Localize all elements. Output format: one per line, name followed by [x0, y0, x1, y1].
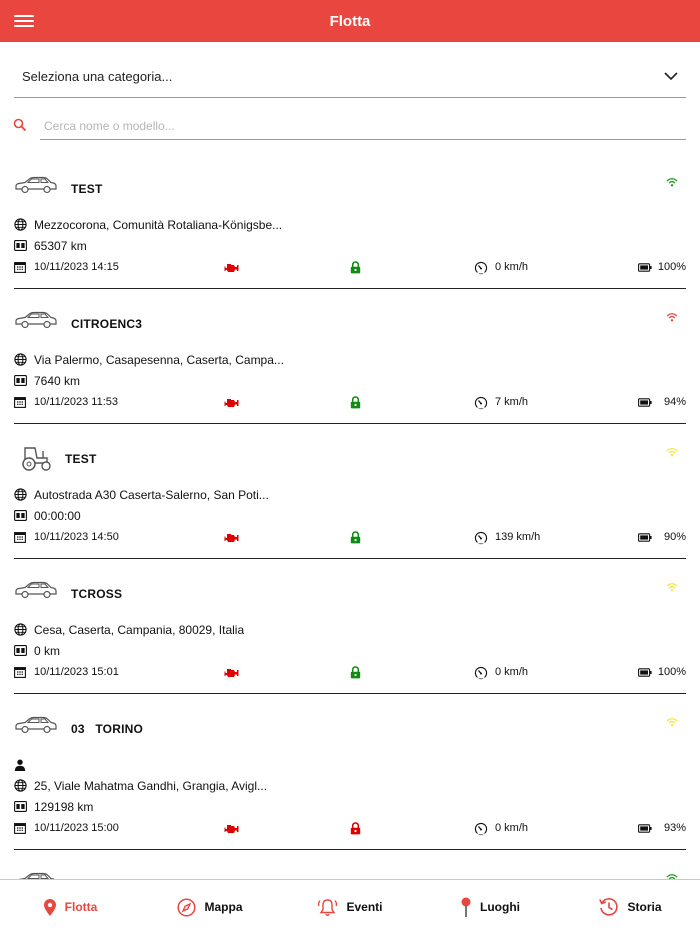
battery-value: 100%	[657, 666, 686, 678]
category-select-value: Seleziona una categoria...	[22, 68, 173, 84]
car-icon	[14, 311, 58, 334]
odometer-text: 0 km	[34, 643, 61, 658]
speedometer-icon	[474, 526, 488, 548]
address-text: Via Palermo, Casapesenna, Caserta, Campa...	[34, 352, 284, 367]
speed-value: 0 km/h	[495, 666, 529, 678]
speed-value: 0 km/h	[495, 261, 529, 273]
signal-icon	[666, 309, 678, 327]
tab-storia[interactable]	[560, 880, 700, 934]
odometer-text: 65307 km	[34, 238, 87, 253]
last-update-datetime: 10/11/2023 15:00	[34, 822, 119, 834]
vehicle-card[interactable]	[14, 289, 686, 424]
car-icon	[14, 176, 58, 199]
vehicle-name: TEST	[71, 182, 103, 196]
vehicle-card-header	[14, 154, 686, 214]
odometer-icon	[14, 510, 34, 521]
hamburger-menu-icon[interactable]	[14, 12, 34, 30]
last-update-datetime: 10/11/2023 14:15	[34, 261, 119, 273]
vehicle-name: TEST	[65, 452, 97, 466]
signal-icon	[666, 714, 678, 732]
chevron-down-icon	[664, 72, 678, 81]
speedometer-icon	[474, 817, 488, 839]
address-row	[14, 214, 686, 235]
globe-icon	[14, 488, 34, 501]
calendar-icon	[14, 391, 26, 413]
lock-icon	[350, 817, 361, 839]
odometer-text: 00:00:00	[34, 508, 81, 523]
speed-value: 0 km/h	[495, 822, 529, 834]
battery-value: 93%	[663, 822, 686, 834]
battery-icon	[638, 391, 652, 413]
search-icon	[13, 118, 27, 132]
lock-icon	[350, 526, 361, 548]
status-row	[14, 661, 686, 683]
odometer-icon	[14, 375, 34, 386]
signal-icon	[666, 174, 678, 192]
status-row	[14, 817, 686, 839]
vehicle-card-header	[14, 424, 686, 484]
bottom-navigation	[0, 879, 700, 934]
tab-label: Eventi	[346, 900, 383, 914]
speed-value: 7 km/h	[495, 396, 529, 408]
tractor-icon	[19, 444, 53, 477]
speedometer-icon	[474, 256, 488, 278]
search-input[interactable]	[40, 112, 686, 140]
person-icon	[14, 759, 34, 771]
odometer-row	[14, 505, 686, 526]
battery-icon	[638, 256, 652, 278]
status-row	[14, 256, 686, 278]
odometer-icon	[14, 801, 34, 812]
vehicle-list[interactable]	[0, 154, 700, 879]
globe-icon	[14, 218, 34, 231]
vehicle-name: TCROSS	[71, 587, 123, 601]
page-title: Flotta	[329, 12, 371, 30]
speedometer-icon	[474, 391, 488, 413]
app-header	[0, 0, 700, 42]
vehicle-card[interactable]	[14, 559, 686, 694]
vehicle-card-header	[14, 694, 686, 754]
address-text: Cesa, Caserta, Campania, 80029, Italia	[34, 622, 245, 637]
tab-label: Luoghi	[480, 900, 520, 914]
tab-luoghi[interactable]	[420, 880, 560, 934]
vehicle-name: 03 TORINO	[71, 722, 143, 736]
tab-label: Flotta	[64, 900, 98, 914]
signal-icon	[666, 444, 678, 462]
last-update-datetime: 10/11/2023 15:01	[34, 666, 119, 678]
odometer-text: 129198 km	[34, 799, 94, 814]
engine-icon	[224, 256, 239, 278]
engine-icon	[224, 391, 239, 413]
calendar-icon	[14, 661, 26, 683]
engine-icon	[224, 526, 239, 548]
history-icon	[598, 897, 619, 917]
car-icon	[14, 581, 58, 604]
engine-icon	[224, 817, 239, 839]
vehicle-name: CITROENC3	[71, 317, 143, 331]
odometer-row	[14, 796, 686, 817]
calendar-icon	[14, 817, 26, 839]
car-icon	[14, 716, 58, 739]
vehicle-card[interactable]	[14, 154, 686, 289]
address-row	[14, 619, 686, 640]
lock-icon	[350, 256, 361, 278]
odometer-icon	[14, 645, 34, 656]
tab-flotta[interactable]	[0, 880, 140, 934]
odometer-row	[14, 640, 686, 661]
vehicle-card[interactable]	[14, 694, 686, 850]
status-row	[14, 526, 686, 548]
battery-icon	[638, 661, 652, 683]
tab-eventi[interactable]	[280, 880, 420, 934]
odometer-text: 7640 km	[34, 373, 81, 388]
compass-icon	[177, 898, 196, 917]
alarm-bell-icon	[317, 898, 338, 917]
vehicle-card-header	[14, 559, 686, 619]
address-row	[14, 484, 686, 505]
driver-row	[14, 754, 686, 775]
last-update-datetime: 10/11/2023 14:50	[34, 531, 119, 543]
battery-value: 100%	[657, 261, 686, 273]
address-text: Mezzocorona, Comunità Rotaliana-Königsbe...	[34, 217, 283, 232]
globe-icon	[14, 779, 34, 792]
globe-icon	[14, 353, 34, 366]
address-row	[14, 349, 686, 370]
signal-icon	[666, 579, 678, 597]
vehicle-card[interactable]	[14, 424, 686, 559]
odometer-row	[14, 370, 686, 391]
last-update-datetime: 10/11/2023 11:53	[34, 396, 119, 408]
tab-label: Mappa	[204, 900, 243, 914]
battery-icon	[638, 817, 652, 839]
tab-label: Storia	[627, 900, 662, 914]
odometer-icon	[14, 240, 34, 251]
engine-icon	[224, 661, 239, 683]
battery-value: 90%	[663, 531, 686, 543]
category-select[interactable]	[14, 55, 686, 98]
status-row	[14, 391, 686, 413]
vehicle-card-header	[14, 289, 686, 349]
lock-icon	[350, 661, 361, 683]
map-pin-icon	[460, 897, 472, 918]
address-text: 25, Viale Mahatma Gandhi, Grangia, Avigl...	[34, 778, 268, 793]
tab-mappa[interactable]	[140, 880, 280, 934]
battery-value: 94%	[663, 396, 686, 408]
address-text: Autostrada A30 Caserta-Salerno, San Poti...	[34, 487, 269, 502]
odometer-row	[14, 235, 686, 256]
address-row	[14, 775, 686, 796]
battery-icon	[638, 526, 652, 548]
lock-icon	[350, 391, 361, 413]
globe-icon	[14, 623, 34, 636]
speed-value: 139 km/h	[495, 531, 541, 543]
speedometer-icon	[474, 661, 488, 683]
calendar-icon	[14, 256, 26, 278]
calendar-icon	[14, 526, 26, 548]
location-pin-icon	[43, 898, 57, 917]
